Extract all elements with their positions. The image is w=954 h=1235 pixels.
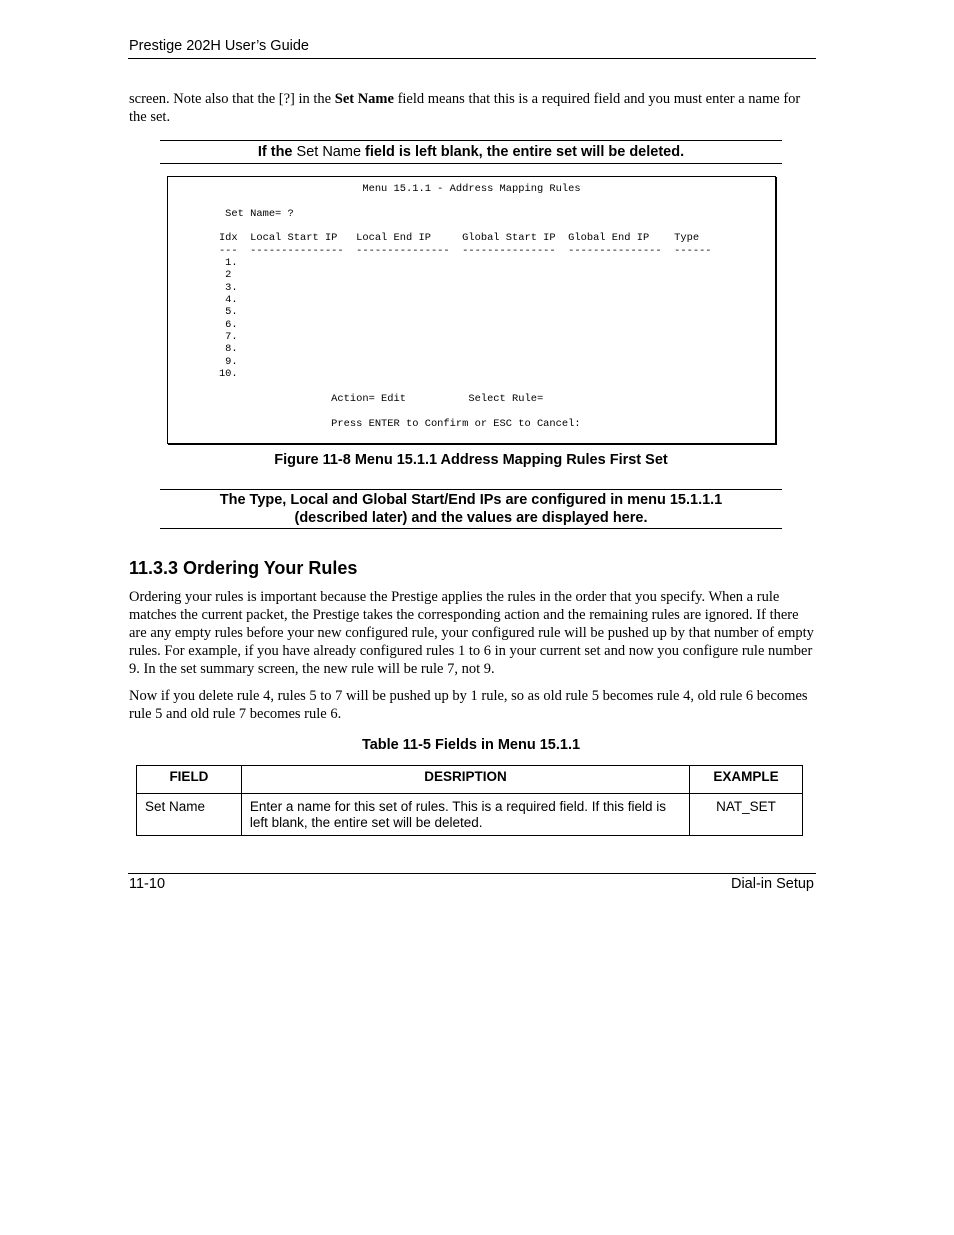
- intro-paragraph: [129, 90, 819, 126]
- header-title: Prestige 202H User’s Guide: [129, 38, 309, 54]
- footer-chapter: Dial-in Setup: [730, 876, 814, 892]
- note1-part2: Set Name: [296, 144, 362, 160]
- intro-text-before: screen. Note also that the [?] in the: [129, 91, 335, 107]
- section-title: 11.3.3 Ordering Your Rules: [129, 558, 358, 578]
- paragraph-delete-example: Now if you delete rule 4, rules 5 to 7 will be pushed up by 1 rule, so as old rule 5 becomes rule 4, old rule 6 becomes rule 5 and old rule 7 becomes rule 6.: [129, 688, 808, 722]
- page-header: [128, 38, 816, 59]
- footer-page-number: 11-10: [129, 876, 166, 892]
- page-footer: [128, 873, 816, 896]
- terminal-screen-figure: [167, 176, 776, 444]
- table-row: [137, 794, 803, 836]
- intro-text-bold: Set Name: [334, 91, 394, 107]
- figure-caption: Figure 11-8 Menu 15.1.1 Address Mapping Rules First Set: [274, 452, 668, 468]
- note-configured-values: [160, 489, 782, 529]
- note2-line1: The Type, Local and Global Start/End IPs are configured in menu 15.1.1.1: [219, 492, 723, 508]
- column-header-example: EXAMPLE: [690, 766, 803, 794]
- cell-example: NAT_SET: [690, 794, 803, 836]
- note2-line2: (described later) and the values are displayed here.: [294, 510, 648, 526]
- fields-table: [136, 765, 803, 836]
- paragraph-ordering: Ordering your rules is important because the Prestige applies the rules in the order that you specify. When a rule matches the current packet, the Prestige takes the corresponding action and the remaining rules are ignored. If there are any empty rules before your new configured rule, your configured rule will be pushed up by that number of empty rules. For example, if you have already configured rules 1 to 6 in your current set and now you configure rule number 9. In the set summary screen, the new rule will be rule 7, not 9.: [129, 589, 814, 677]
- column-header-description: DESRIPTION: [241, 766, 689, 794]
- note1-part1: If the: [257, 144, 297, 160]
- cell-description: Enter a name for this set of rules. This is a required field. If this field is left blank, the entire set will be deleted.: [241, 794, 689, 836]
- cell-field: Set Name: [137, 794, 242, 836]
- table-caption: Table 11-5 Fields in Menu 15.1.1: [361, 737, 581, 753]
- table-header-row: [137, 766, 803, 794]
- note-blank-set-name: [160, 140, 782, 164]
- intro-text-after: field means that this is a required field and you must enter a name for the set.: [129, 91, 801, 125]
- column-header-field: FIELD: [137, 766, 242, 794]
- note1-part3: field is left blank, the entire set will be deleted.: [361, 144, 685, 160]
- terminal-screen-text: Menu 15.1.1 - Address Mapping Rules Set Name= ? Idx Local Start IP Local End IP Global Start IP Global End IP Type --- --------------- --------------- --------------- --------------- ------ 1. 2 3. 4. 5. 6. 7. 8. 9. 10. Action= Edit Select Rule= Press ENTER to Confirm or ESC to Cancel:: [218, 183, 712, 430]
